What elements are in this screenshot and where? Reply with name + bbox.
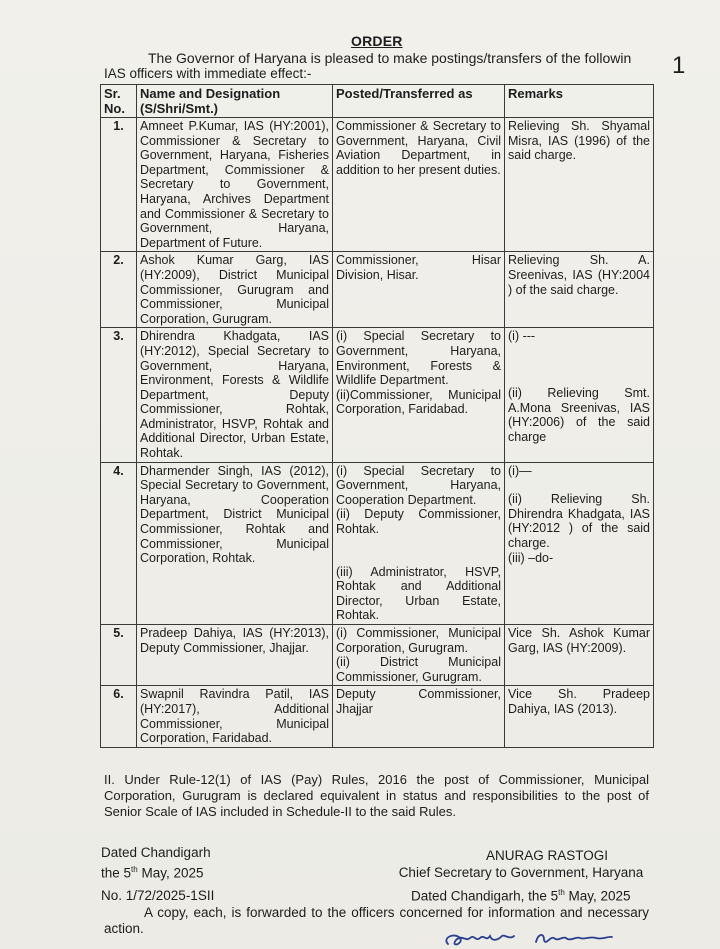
row-sr: 5.	[101, 625, 137, 686]
remarks-item: (i)—	[508, 463, 532, 478]
handwritten-signature	[440, 924, 620, 949]
row-remarks: Relieving Sh. A. Sreenivas, IAS (HY:2004 ) of the said charge.	[505, 252, 654, 328]
table-row	[101, 625, 654, 686]
signatory-block	[386, 847, 656, 881]
dated-place: Dated Chandigarh	[101, 845, 211, 860]
header-remarks: Remarks	[505, 85, 654, 118]
posted-item: (i) Special Secretary to Government, Haryana, Cooperation Department.	[336, 463, 501, 507]
remarks-item: (ii) Relieving Smt. A.Mona Sreenivas, IAS (HY:2006) of the said charge	[508, 385, 650, 444]
row-remarks	[505, 462, 654, 624]
row-name: Amneet P.Kumar, IAS (HY:2001), Commissioner & Secretary to Government, Haryana, Fisheries Department, Commissioner & Secretary to Government, Haryana, Archives Department and Commissioner & Secretary to Government, Haryana, Department of Future.	[137, 118, 333, 252]
posted-item: (i) Commissioner, Municipal Corporation, Gurugram.	[336, 626, 501, 655]
row-posted: Deputy Commissioner, Jhajjar	[333, 686, 505, 748]
remarks-item: (ii) Relieving Sh. Dhirendra Khadgata, IAS (HY:2012 ) of the said charge.	[508, 492, 650, 551]
row-posted	[333, 462, 505, 624]
table-row	[101, 252, 654, 328]
row-remarks	[505, 328, 654, 462]
endorsement-date: Dated Chandigarh, the 5th May, 2025	[411, 888, 631, 904]
table-row	[101, 328, 654, 462]
dated-date: the 5th May, 2025	[101, 865, 204, 881]
intro-line-1: The Governor of Haryana is pleased to make postings/transfers of the followin	[148, 50, 632, 66]
row-sr: 6.	[101, 686, 137, 748]
table-row	[101, 118, 654, 252]
signatory-name: ANURAG RASTOGI	[485, 848, 608, 863]
table-header-row	[101, 85, 654, 118]
row-name: Swapnil Ravindra Patil, IAS (HY:2017), Additional Commissioner, Municipal Corporation, Faridabad.	[137, 686, 333, 748]
rule-paragraph: II. Under Rule-12(1) of IAS (Pay) Rules, 2016 the post of Commissioner, Municipal Corporation, Gurugram is declared equivalent in status and responsibilities to the post of Senior Scale of IAS included in Schedule-II to the said Rules.	[104, 772, 649, 819]
row-posted	[333, 625, 505, 686]
row-sr: 2.	[101, 252, 137, 328]
row-posted	[333, 328, 505, 462]
posted-item: (ii)Commissioner, Municipal Corporation, Faridabad.	[336, 387, 501, 417]
copy-forward-text: A copy, each, is forwarded to the officers concerned for information and necessary action.	[104, 905, 649, 936]
posted-item: (ii) Deputy Commissioner, Rohtak.	[336, 507, 501, 537]
row-posted: Commissioner, Hisar Division, Hisar.	[333, 252, 505, 328]
row-sr: 1.	[101, 118, 137, 252]
intro-line-2: IAS officers with immediate effect:-	[104, 66, 312, 81]
row-sr: 4.	[101, 462, 137, 624]
row-name: Ashok Kumar Garg, IAS (HY:2009), District Municipal Commissioner, Gurugram and Commissioner, Municipal Corporation, Gurugram.	[137, 252, 333, 328]
order-number: No. 1/72/2025-1SII	[101, 888, 215, 903]
row-name: Pradeep Dahiya, IAS (HY:2013), Deputy Commissioner, Jhajjar.	[137, 625, 333, 686]
posted-item: (ii) District Municipal Commissioner, Gurugram.	[336, 655, 501, 684]
dated-block	[101, 844, 211, 882]
row-name: Dhirendra Khadgata, IAS (HY:2012), Special Secretary to Government, Haryana, Environment, Forests & Wildlife Department, Deputy Commissioner, Rohtak, Administrator, HSVP, Rohtak and Additional Director, Urban Estate, Rohtak.	[137, 328, 333, 462]
row-remarks: Relieving Sh. Shyamal Misra, IAS (1996) of the said charge.	[505, 118, 654, 252]
page-number: 1	[672, 52, 686, 79]
posted-item: (i) Special Secretary to Government, Haryana, Environment, Forests & Wildlife Department.	[336, 329, 501, 388]
row-remarks: Vice Sh. Pradeep Dahiya, IAS (2013).	[505, 686, 654, 748]
row-sr: 3.	[101, 328, 137, 462]
row-posted: Commissioner & Secretary to Government, Haryana, Civil Aviation Department, in addition to her present duties.	[333, 118, 505, 252]
header-sr-no: Sr. No.	[101, 85, 137, 118]
order-title: ORDER	[351, 33, 403, 49]
remarks-item: (iii) –do-	[508, 550, 554, 565]
header-name-designation: Name and Designation (S/Shri/Smt.)	[137, 85, 333, 118]
row-name: Dharmender Singh, IAS (2012), Special Secretary to Government, Haryana, Cooperation Department, District Municipal Commissioner, Rohtak and Commissioner, Municipal Corporation, Rohtak.	[137, 462, 333, 624]
header-posted: Posted/Transferred as	[333, 85, 505, 118]
postings-table	[100, 84, 654, 748]
signatory-title: Chief Secretary to Government, Haryana	[398, 865, 644, 880]
table-row	[101, 686, 654, 748]
row-remarks: Vice Sh. Ashok Kumar Garg, IAS (HY:2009).	[505, 625, 654, 686]
remarks-item: (i) ---	[508, 329, 536, 344]
table-row	[101, 462, 654, 624]
posted-item: (iii) Administrator, HSVP, Rohtak and Additional Director, Urban Estate, Rohtak.	[336, 564, 501, 623]
